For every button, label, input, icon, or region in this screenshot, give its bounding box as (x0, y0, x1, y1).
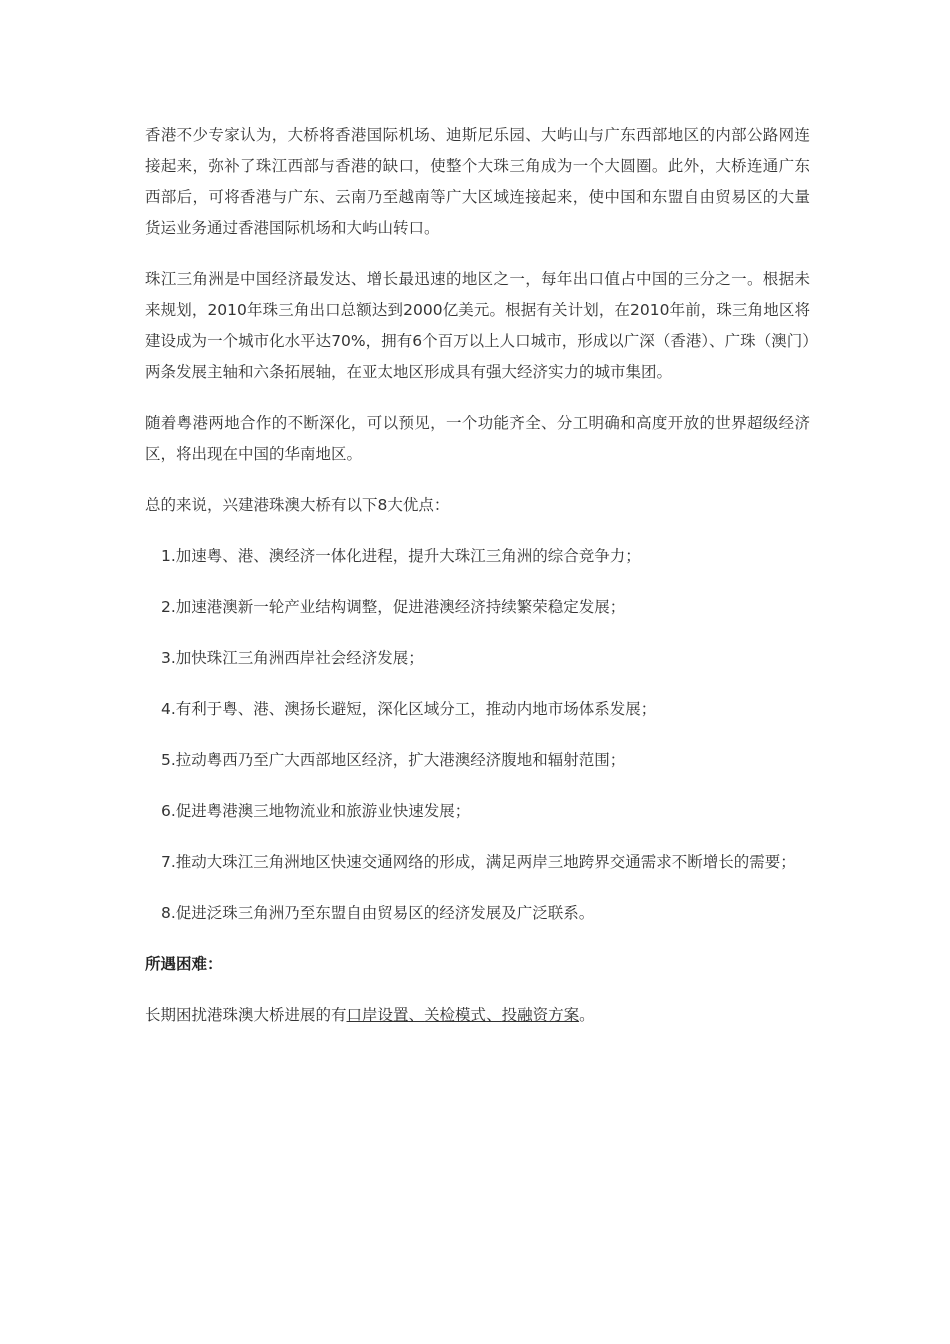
section-heading-difficulties: 所遇困难： (145, 955, 223, 973)
list-item: 4.有利于粤、港、澳扬长避短，深化区域分工，推动内地市场体系发展； (161, 700, 657, 718)
paragraph-difficulties (145, 1000, 810, 1031)
link-customs-mode[interactable]: 关检模式 (424, 1006, 487, 1024)
list-item: 6.促进粤港澳三地物流业和旅游业快速发展； (161, 802, 471, 820)
paragraph-pearl-river-delta: 珠江三角洲是中国经济最发达、增长最迅速的地区之一，每年出口值占中国的三分之一。根据未来规划，2010年珠三角出口总额达到2000亿美元。根据有关计划，在2010年前，珠三角地区将建设成为一个城市化水平达70%，拥有6个百万以上人口城市，形成以广深（香港）、广珠（澳门）两条发展主轴和六条拓展轴，在亚太地区形成具有强大经济实力的城市集团。 (145, 270, 810, 381)
paragraph-economic-zone: 随着粤港两地合作的不断深化，可以预见，一个功能齐全、分工明确和高度开放的世界超级经济区，将出现在中国的华南地区。 (145, 414, 810, 463)
link-financing-plan[interactable]: 投融资方案 (501, 1006, 580, 1024)
link-port-setup[interactable]: 口岸设置 (346, 1006, 409, 1024)
paragraph-bridge-connection: 香港不少专家认为，大桥将香港国际机场、迪斯尼乐园、大屿山与广东西部地区的内部公路网连接起来，弥补了珠江西部与香港的缺口，使整个大珠三角成为一个大圆圈。此外，大桥连通广东西部后，可将香港与广东、云南乃至越南等广大区域连接起来，使中国和东盟自由贸易区的大量货运业务通过香港国际机场和大屿山转口。 (145, 126, 810, 237)
difficulties-prefix: 长期困扰港珠澳大桥进展的有 (145, 1006, 347, 1024)
difficulties-suffix: 。 (579, 1006, 595, 1024)
list-item: 3.加快珠江三角洲西岸社会经济发展； (161, 649, 424, 667)
list-item: 1.加速粤、港、澳经济一体化进程，提升大珠江三角洲的综合竞争力； (161, 547, 641, 565)
paragraph-advantages-intro: 总的来说，兴建港珠澳大桥有以下8大优点： (145, 496, 450, 514)
advantages-list (145, 541, 810, 929)
list-item: 5.拉动粤西乃至广大西部地区经济，扩大港澳经济腹地和辐射范围； (161, 751, 626, 769)
list-item: 8.促进泛珠三角洲乃至东盟自由贸易区的经济发展及广泛联系。 (161, 904, 595, 922)
document-body (145, 120, 810, 1051)
link-separator: 、 (408, 1006, 425, 1024)
link-separator: 、 (486, 1006, 502, 1024)
list-item: 7.推动大珠江三角洲地区快速交通网络的形成，满足两岸三地跨界交通需求不断增长的需要； (161, 853, 796, 871)
list-item: 2.加速港澳新一轮产业结构调整，促进港澳经济持续繁荣稳定发展； (161, 598, 626, 616)
